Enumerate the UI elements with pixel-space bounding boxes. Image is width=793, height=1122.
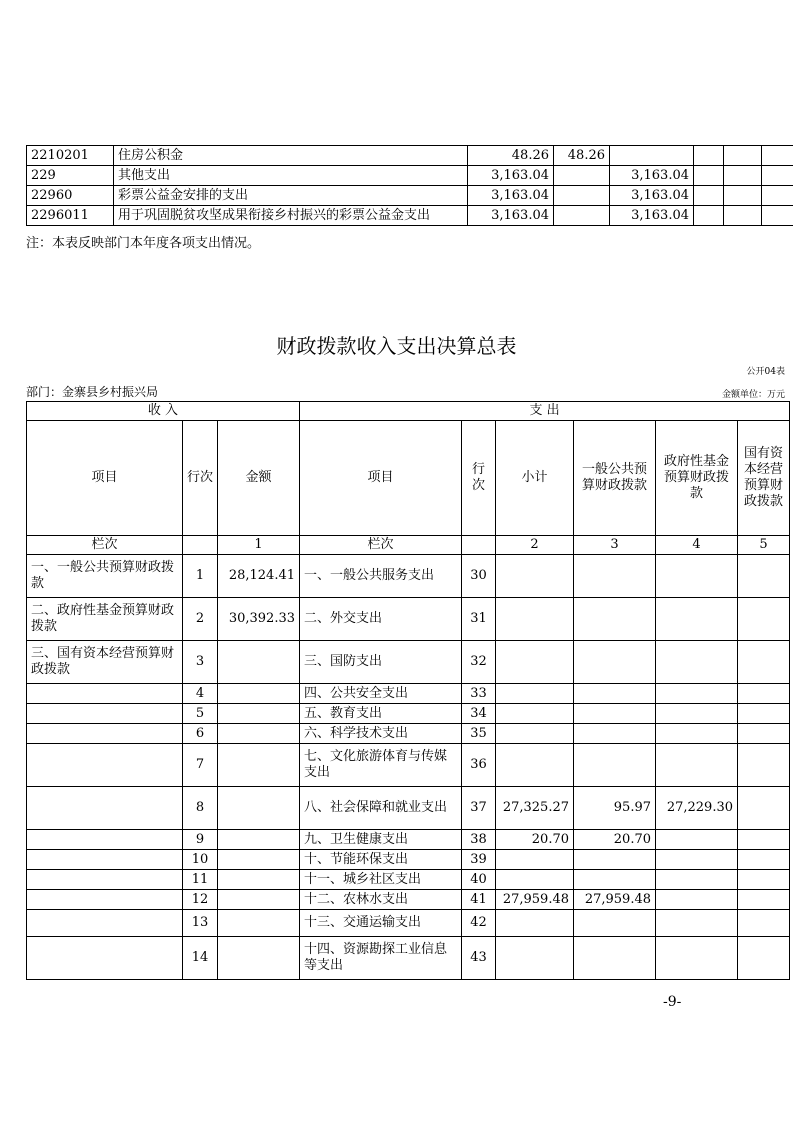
cell-exp-line: 31 — [462, 598, 496, 641]
cell-name: 住房公积金 — [114, 146, 468, 166]
cell-c1 — [554, 186, 610, 206]
cell-exp-item: 四、公共安全支出 — [300, 684, 462, 704]
cell-sub — [496, 744, 574, 787]
cell-cap — [738, 890, 790, 910]
income-amount-header: 金额 — [218, 421, 300, 536]
cell-cap — [738, 555, 790, 598]
cell-inc-amt — [218, 744, 300, 787]
cell-exp-item: 二、外交支出 — [300, 598, 462, 641]
income-header: 收 入 — [27, 402, 300, 421]
cell-exp-line: 41 — [462, 890, 496, 910]
cell-total: 48.26 — [468, 146, 554, 166]
column-number: 4 — [656, 536, 738, 555]
table-row — [27, 890, 790, 910]
cell-inc-line: 4 — [183, 684, 218, 704]
cell-fund — [656, 641, 738, 684]
cell-code: 229 — [27, 166, 114, 186]
cell-c2: 3,163.04 — [610, 186, 694, 206]
cell-fund — [656, 724, 738, 744]
cell-inc-item — [27, 724, 183, 744]
income-line-header: 行次 — [183, 421, 218, 536]
cell-sub — [496, 850, 574, 870]
budget-summary-table — [26, 401, 790, 980]
cell-inc-line: 6 — [183, 724, 218, 744]
cell-cap — [738, 787, 790, 830]
cell-inc-item — [27, 910, 183, 937]
cell-exp-line: 35 — [462, 724, 496, 744]
cell-exp-line: 36 — [462, 744, 496, 787]
cell-exp-item: 十二、农林水支出 — [300, 890, 462, 910]
cell-exp-line: 37 — [462, 787, 496, 830]
cell-cap — [738, 937, 790, 980]
cell-gen — [574, 641, 656, 684]
expense-line-header: 行次 — [462, 421, 496, 536]
cell-inc-item: 二、政府性基金预算财政拨款 — [27, 598, 183, 641]
cell-sub — [496, 724, 574, 744]
cell-fund — [656, 684, 738, 704]
cell-gen — [574, 724, 656, 744]
cell-exp-line: 32 — [462, 641, 496, 684]
cell-inc-item — [27, 744, 183, 787]
cell-gen: 20.70 — [574, 830, 656, 850]
expenditure-detail-table — [26, 145, 793, 226]
cell-sub — [496, 598, 574, 641]
cell-code: 22960 — [27, 186, 114, 206]
cell-inc-item — [27, 937, 183, 980]
cell-total: 3,163.04 — [468, 206, 554, 226]
table-row — [27, 146, 793, 166]
cell-inc-amt — [218, 641, 300, 684]
table-row — [27, 870, 790, 890]
cell-fund — [656, 870, 738, 890]
cell-sub — [496, 704, 574, 724]
cell-exp-line: 42 — [462, 910, 496, 937]
cell-sub — [496, 870, 574, 890]
table-row — [27, 186, 793, 206]
state-capital-header: 国有资本经营预算财政拨款 — [738, 421, 790, 536]
cell-sub — [496, 555, 574, 598]
cell-exp-line: 38 — [462, 830, 496, 850]
cell-fund — [656, 890, 738, 910]
amount-unit-label: 金额单位：万元 — [721, 390, 785, 400]
cell-inc-line: 12 — [183, 890, 218, 910]
cell-inc-item — [27, 704, 183, 724]
cell-exp-item: 五、教育支出 — [300, 704, 462, 724]
cell-sub: 20.70 — [496, 830, 574, 850]
cell-sub — [496, 684, 574, 704]
cell-fund — [656, 830, 738, 850]
cell-inc-amt: 30,392.33 — [218, 598, 300, 641]
table-row — [27, 598, 790, 641]
cell-fund — [656, 555, 738, 598]
cell-inc-amt — [218, 870, 300, 890]
table-row — [27, 937, 790, 980]
cell-c1 — [554, 206, 610, 226]
cell-inc-amt — [218, 724, 300, 744]
column-number: 1 — [218, 536, 300, 555]
subtotal-header: 小计 — [496, 421, 574, 536]
cell-code: 2210201 — [27, 146, 114, 166]
cell-sub: 27,959.48 — [496, 890, 574, 910]
cell-inc-line: 5 — [183, 704, 218, 724]
table-row — [27, 724, 790, 744]
cell-fund — [656, 598, 738, 641]
cell-inc-amt — [218, 910, 300, 937]
cell-fund — [656, 850, 738, 870]
table-row — [27, 684, 790, 704]
cell-cap — [738, 704, 790, 724]
cell-cap — [738, 744, 790, 787]
cell-name: 彩票公益金安排的支出 — [114, 186, 468, 206]
cell-sub — [496, 641, 574, 684]
column-number: 2 — [496, 536, 574, 555]
cell-gen — [574, 704, 656, 724]
cell-inc-item — [27, 684, 183, 704]
table-row — [27, 206, 793, 226]
cell-inc-amt — [218, 787, 300, 830]
cell-fund — [656, 744, 738, 787]
cell-total: 3,163.04 — [468, 166, 554, 186]
cell-cap — [738, 598, 790, 641]
gov-fund-header: 政府性基金预算财政拨款 — [656, 421, 738, 536]
table-row — [27, 555, 790, 598]
cell-exp-line: 39 — [462, 850, 496, 870]
cell-exp-item: 六、科学技术支出 — [300, 724, 462, 744]
cell-cap — [738, 724, 790, 744]
column-label: 栏次 — [27, 536, 183, 555]
cell-inc-item — [27, 850, 183, 870]
cell-exp-line: 34 — [462, 704, 496, 724]
table-note: 注：本表反映部门本年度各项支出情况。 — [26, 236, 261, 251]
cell-inc-line: 1 — [183, 555, 218, 598]
cell-total: 3,163.04 — [468, 186, 554, 206]
cell-exp-item: 七、文化旅游体育与传媒支出 — [300, 744, 462, 787]
cell-cap — [738, 641, 790, 684]
table-row — [27, 166, 793, 186]
cell-name: 用于巩固脱贫攻坚成果衔接乡村振兴的彩票公益金支出 — [114, 206, 468, 226]
cell-gen — [574, 598, 656, 641]
cell-gen — [574, 684, 656, 704]
column-number: 3 — [574, 536, 656, 555]
cell-c1 — [554, 166, 610, 186]
cell-cap — [738, 684, 790, 704]
cell-fund — [656, 910, 738, 937]
table-number: 公开04表 — [746, 367, 785, 377]
cell-gen — [574, 555, 656, 598]
table-row — [27, 850, 790, 870]
cell-exp-item: 三、国防支出 — [300, 641, 462, 684]
column-number: 5 — [738, 536, 790, 555]
cell-fund: 27,229.30 — [656, 787, 738, 830]
cell-c2: 3,163.04 — [610, 166, 694, 186]
cell-gen — [574, 850, 656, 870]
cell-inc-item: 三、国有资本经营预算财政拨款 — [27, 641, 183, 684]
table-row — [27, 704, 790, 724]
expense-header: 支 出 — [300, 402, 790, 421]
cell-inc-amt — [218, 830, 300, 850]
page-title: 财政拨款收入支出决算总表 — [276, 334, 517, 358]
cell-exp-item: 八、社会保障和就业支出 — [300, 787, 462, 830]
cell-cap — [738, 910, 790, 937]
cell-inc-line: 13 — [183, 910, 218, 937]
cell-inc-line: 14 — [183, 937, 218, 980]
cell-exp-line: 40 — [462, 870, 496, 890]
table-row — [27, 641, 790, 684]
cell-name: 其他支出 — [114, 166, 468, 186]
cell-exp-line: 33 — [462, 684, 496, 704]
cell-inc-item — [27, 890, 183, 910]
cell-cap — [738, 850, 790, 870]
cell-gen — [574, 937, 656, 980]
page-number: -9- — [663, 994, 682, 1010]
cell-gen — [574, 870, 656, 890]
cell-inc-item — [27, 870, 183, 890]
cell-exp-line: 43 — [462, 937, 496, 980]
cell-exp-line: 30 — [462, 555, 496, 598]
cell-inc-amt — [218, 937, 300, 980]
cell-exp-item: 十四、资源勘探工业信息等支出 — [300, 937, 462, 980]
cell-inc-line: 7 — [183, 744, 218, 787]
cell-gen: 27,959.48 — [574, 890, 656, 910]
cell-sub: 27,325.27 — [496, 787, 574, 830]
cell-c1: 48.26 — [554, 146, 610, 166]
department-label: 部门：金寨县乡村振兴局 — [26, 385, 159, 399]
cell-inc-amt — [218, 684, 300, 704]
cell-exp-item: 一、一般公共服务支出 — [300, 555, 462, 598]
cell-exp-item: 十三、交通运输支出 — [300, 910, 462, 937]
general-budget-header: 一般公共预算财政拨款 — [574, 421, 656, 536]
cell-inc-line: 8 — [183, 787, 218, 830]
cell-inc-line: 10 — [183, 850, 218, 870]
cell-inc-amt — [218, 890, 300, 910]
cell-inc-amt — [218, 850, 300, 870]
cell-code: 2296011 — [27, 206, 114, 226]
cell-inc-line: 11 — [183, 870, 218, 890]
table-row — [27, 830, 790, 850]
cell-inc-line: 3 — [183, 641, 218, 684]
cell-gen — [574, 910, 656, 937]
cell-inc-item — [27, 787, 183, 830]
cell-gen: 95.97 — [574, 787, 656, 830]
income-item-header: 项目 — [27, 421, 183, 536]
cell-inc-line: 2 — [183, 598, 218, 641]
cell-cap — [738, 830, 790, 850]
cell-c2: 3,163.04 — [610, 206, 694, 226]
cell-exp-item: 十、节能环保支出 — [300, 850, 462, 870]
column-label: 栏次 — [300, 536, 462, 555]
table-row — [27, 910, 790, 937]
cell-gen — [574, 744, 656, 787]
cell-exp-item: 九、卫生健康支出 — [300, 830, 462, 850]
cell-fund — [656, 704, 738, 724]
cell-sub — [496, 910, 574, 937]
table-row — [27, 787, 790, 830]
cell-inc-item: 一、一般公共预算财政拨款 — [27, 555, 183, 598]
cell-inc-item — [27, 830, 183, 850]
cell-cap — [738, 870, 790, 890]
cell-c2 — [610, 146, 694, 166]
cell-inc-amt: 28,124.41 — [218, 555, 300, 598]
cell-sub — [496, 937, 574, 980]
cell-fund — [656, 937, 738, 980]
cell-inc-line: 9 — [183, 830, 218, 850]
table-row — [27, 744, 790, 787]
cell-inc-amt — [218, 704, 300, 724]
cell-exp-item: 十一、城乡社区支出 — [300, 870, 462, 890]
expense-item-header: 项目 — [300, 421, 462, 536]
